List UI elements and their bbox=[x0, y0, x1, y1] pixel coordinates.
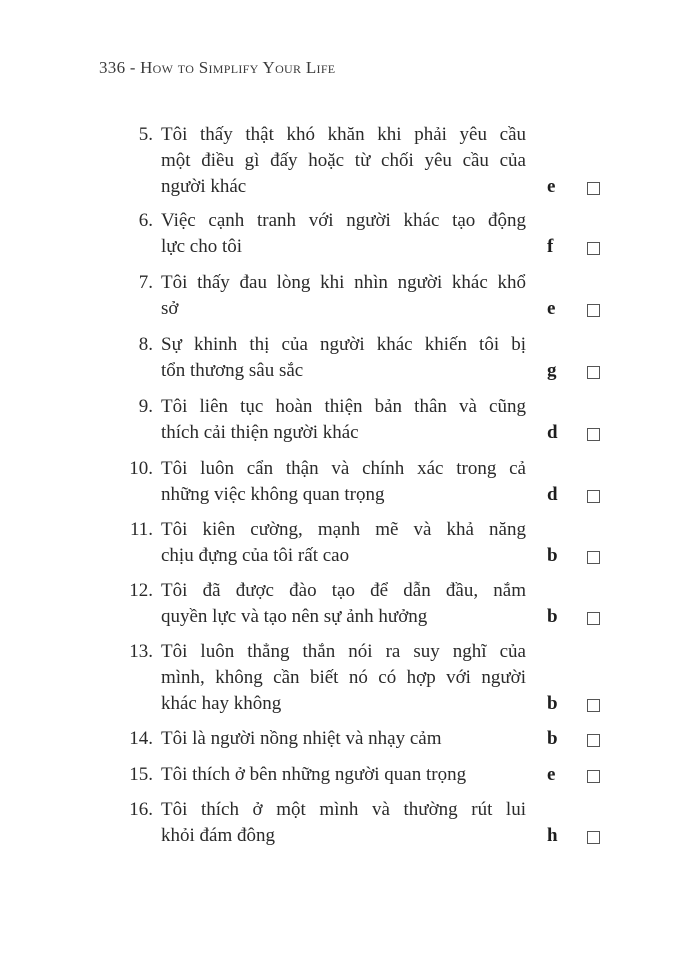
item-number: 9. bbox=[138, 396, 153, 417]
answer-checkbox[interactable] bbox=[587, 699, 600, 712]
answer-checkbox[interactable] bbox=[587, 551, 600, 564]
personality-code: d bbox=[547, 422, 558, 443]
item-statement bbox=[161, 208, 526, 260]
item-statement bbox=[161, 726, 526, 752]
item-number: 16. bbox=[129, 799, 153, 820]
statement-line: Sự khinh thị của người khác khiến tôi bị bbox=[161, 334, 526, 355]
item-number: 11. bbox=[129, 519, 153, 540]
answer-checkbox[interactable] bbox=[587, 242, 600, 255]
statement-line: Tôi là người nồng nhiệt và nhạy cảm bbox=[161, 728, 442, 749]
page-number: 336 bbox=[99, 58, 126, 77]
item-statement bbox=[161, 332, 526, 384]
item-number: 15. bbox=[129, 764, 153, 785]
answer-checkbox[interactable] bbox=[587, 366, 600, 379]
running-head bbox=[99, 58, 335, 78]
item-statement bbox=[161, 456, 526, 508]
personality-code: b bbox=[547, 693, 558, 714]
item-statement bbox=[161, 639, 526, 717]
personality-code: b bbox=[547, 606, 558, 627]
answer-checkbox[interactable] bbox=[587, 304, 600, 317]
statement-line: lực cho tôi bbox=[161, 236, 243, 257]
item-number: 7. bbox=[138, 272, 153, 293]
item-statement bbox=[161, 122, 526, 200]
book-title: How to Simplify Your Life bbox=[140, 58, 336, 77]
item-statement bbox=[161, 517, 526, 569]
personality-code: h bbox=[547, 825, 558, 846]
statement-line: Tôi luôn thẳng thắn nói ra suy nghĩ của bbox=[161, 641, 526, 662]
item-number: 8. bbox=[138, 334, 153, 355]
item-number: 10. bbox=[129, 458, 153, 479]
statement-line: Tôi đã được đào tạo để dẫn đầu, nắm bbox=[161, 580, 526, 601]
personality-code: g bbox=[547, 360, 557, 381]
statement-line: chịu đựng của tôi rất cao bbox=[161, 545, 350, 566]
item-statement bbox=[161, 270, 526, 322]
item-number: 6. bbox=[138, 210, 153, 231]
item-statement bbox=[161, 394, 526, 446]
statement-line: Tôi thấy đau lòng khi nhìn người khác khổ bbox=[161, 272, 526, 293]
item-statement bbox=[161, 762, 526, 788]
statement-line: những việc không quan trọng bbox=[161, 484, 385, 505]
statement-line: người khác bbox=[161, 176, 247, 197]
statement-line: Tôi thích ở một mình và thường rút lui bbox=[161, 799, 526, 820]
answer-checkbox[interactable] bbox=[587, 612, 600, 625]
personality-code: b bbox=[547, 545, 558, 566]
statement-line: Tôi thích ở bên những người quan trọng bbox=[161, 764, 467, 785]
item-statement bbox=[161, 578, 526, 630]
statement-line: Tôi kiên cường, mạnh mẽ và khả năng bbox=[161, 519, 526, 540]
statement-line: một điều gì đấy hoặc từ chối yêu cầu của bbox=[161, 150, 526, 171]
item-number: 14. bbox=[129, 728, 153, 749]
item-number: 13. bbox=[129, 641, 153, 662]
answer-checkbox[interactable] bbox=[587, 428, 600, 441]
personality-code: e bbox=[547, 764, 556, 785]
statement-line: khác hay không bbox=[161, 693, 282, 714]
statement-line: Tôi luôn cẩn thận và chính xác trong cả bbox=[161, 458, 526, 479]
statement-line: tổn thương sâu sắc bbox=[161, 360, 304, 381]
item-number: 5. bbox=[138, 124, 153, 145]
statement-line: thích cải thiện người khác bbox=[161, 422, 359, 443]
statement-line: quyền lực và tạo nên sự ảnh hưởng bbox=[161, 606, 428, 627]
answer-checkbox[interactable] bbox=[587, 182, 600, 195]
personality-code: d bbox=[547, 484, 558, 505]
personality-code: b bbox=[547, 728, 558, 749]
statement-line: sở bbox=[161, 298, 179, 319]
statement-line: khỏi đám đông bbox=[161, 825, 275, 846]
header-separator: - bbox=[125, 58, 141, 77]
statement-line: Tôi thấy thật khó khăn khi phải yêu cầu bbox=[161, 124, 526, 145]
statement-line: Việc cạnh tranh với người khác tạo động bbox=[161, 210, 526, 231]
statement-line: mình, không cần biết nó có hợp với người bbox=[161, 667, 526, 688]
answer-checkbox[interactable] bbox=[587, 831, 600, 844]
answer-checkbox[interactable] bbox=[587, 770, 600, 783]
answer-checkbox[interactable] bbox=[587, 490, 600, 503]
answer-checkbox[interactable] bbox=[587, 734, 600, 747]
item-number: 12. bbox=[129, 580, 153, 601]
item-statement bbox=[161, 797, 526, 849]
personality-code: e bbox=[547, 298, 556, 319]
statement-line: Tôi liên tục hoàn thiện bản thân và cũng bbox=[161, 396, 526, 417]
personality-code: f bbox=[547, 236, 554, 257]
personality-code: e bbox=[547, 176, 556, 197]
